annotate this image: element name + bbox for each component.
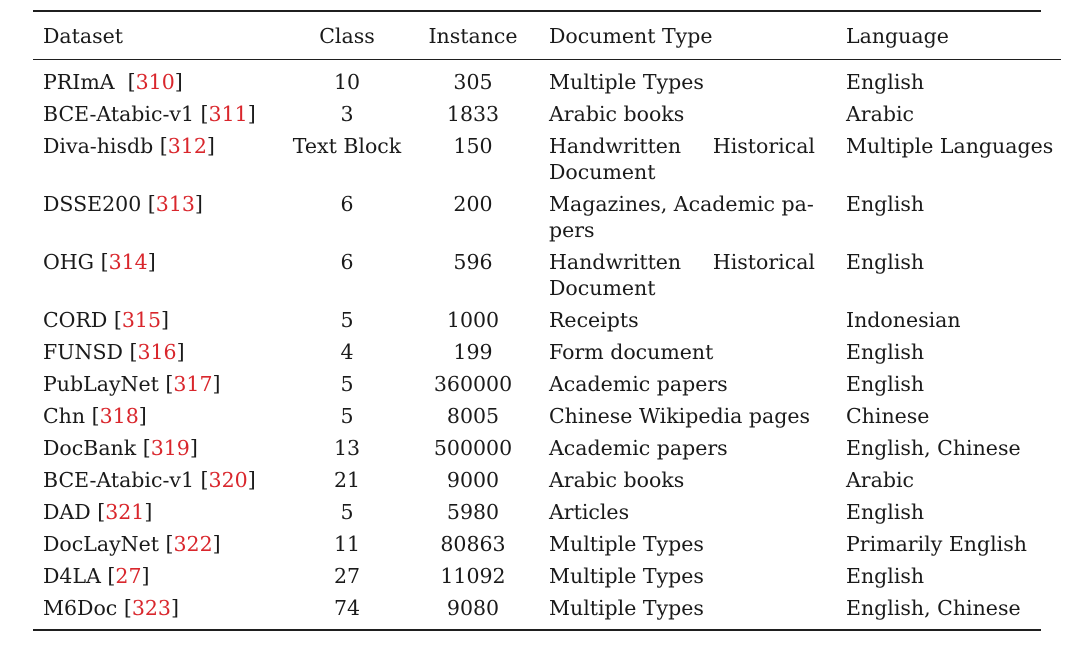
cell-instance: 5980 xyxy=(446,500,500,524)
dataset-name: DocLayNet xyxy=(43,532,159,556)
cell-dataset: DAD [321] xyxy=(43,500,153,524)
cell-dataset: BCE-Atabic-v1 [320] xyxy=(43,468,256,492)
document-type-line: Document xyxy=(549,160,656,184)
document-type-word: Handwritten xyxy=(549,134,682,158)
cell-document-type xyxy=(539,525,836,557)
document-type-line: Articles xyxy=(549,500,630,524)
table-row xyxy=(33,525,1061,557)
cell-language: English xyxy=(846,340,925,364)
header-row xyxy=(33,12,1061,60)
document-type-line xyxy=(549,133,815,159)
dataset-name: PubLayNet xyxy=(43,372,159,396)
cell-class: 3 xyxy=(340,102,354,126)
cell-class: 4 xyxy=(340,340,354,364)
cell-document-type xyxy=(539,127,836,185)
cell-instance: 150 xyxy=(453,134,493,158)
header-document-type: Document Type xyxy=(549,23,713,48)
citation-link[interactable]: 313 xyxy=(155,192,195,216)
cell-language: English xyxy=(846,500,925,524)
cell-instance: 305 xyxy=(453,70,493,94)
citation-link[interactable]: 323 xyxy=(131,596,171,620)
cell-dataset: FUNSD [316] xyxy=(43,340,185,364)
cell-document-type xyxy=(539,185,836,243)
citation-link[interactable]: 316 xyxy=(137,340,177,364)
table-row xyxy=(33,429,1061,461)
cell-class: 13 xyxy=(333,436,361,460)
citation-link[interactable]: 27 xyxy=(115,564,142,588)
document-type-line: Multiple Types xyxy=(549,532,704,556)
cell-class: 74 xyxy=(333,596,361,620)
dataset-name: M6Doc xyxy=(43,596,118,620)
cell-document-type xyxy=(539,301,836,333)
header-class: Class xyxy=(319,23,375,48)
cell-language: Multiple Languages xyxy=(846,134,1054,158)
dataset-name: FUNSD xyxy=(43,340,123,364)
cell-document-type xyxy=(539,60,836,95)
document-type-line: Receipts xyxy=(549,308,639,332)
document-type-line: pers xyxy=(549,218,595,242)
document-type-line: Arabic books xyxy=(549,468,685,492)
cell-language: Indonesian xyxy=(846,308,961,332)
cell-class: Text Block xyxy=(292,134,402,158)
cell-instance: 9080 xyxy=(446,596,500,620)
cell-class: 6 xyxy=(340,250,354,274)
cell-language: Chinese xyxy=(846,404,930,428)
cell-document-type xyxy=(539,333,836,365)
citation-link[interactable]: 318 xyxy=(99,404,139,428)
cell-document-type xyxy=(539,429,836,461)
dataset-name: Diva-hisdb xyxy=(43,134,154,158)
table-row xyxy=(33,185,1061,243)
cell-language: English, Chinese xyxy=(846,596,1021,620)
dataset-name: DocBank xyxy=(43,436,137,460)
cell-dataset: OHG [314] xyxy=(43,250,156,274)
cell-document-type xyxy=(539,557,836,589)
cell-dataset: DocBank [319] xyxy=(43,436,198,460)
header-instance: Instance xyxy=(428,23,518,48)
citation-link[interactable]: 315 xyxy=(121,308,162,332)
table-row xyxy=(33,333,1061,365)
cell-document-type xyxy=(539,365,836,397)
cell-instance: 200 xyxy=(453,192,493,216)
cell-instance: 9000 xyxy=(446,468,500,492)
cell-dataset: Diva-hisdb [312] xyxy=(43,134,215,158)
cell-class: 27 xyxy=(333,564,361,588)
dataset-name: BCE-Atabic-v1 xyxy=(43,468,195,492)
dataset-name: BCE-Atabic-v1 xyxy=(43,102,195,126)
document-type-line: Multiple Types xyxy=(549,564,704,588)
table-row xyxy=(33,95,1061,127)
dataset-table xyxy=(33,12,1061,629)
cell-instance: 199 xyxy=(453,340,493,364)
document-type-line: Academic papers xyxy=(549,372,728,396)
citation-link[interactable]: 310 xyxy=(135,70,175,94)
cell-class: 5 xyxy=(340,500,354,524)
cell-document-type xyxy=(539,243,836,301)
table-bottom-rule xyxy=(33,629,1041,631)
cell-class: 5 xyxy=(340,404,354,428)
cell-language: English xyxy=(846,564,925,588)
table-row xyxy=(33,461,1061,493)
table-row xyxy=(33,301,1061,333)
dataset-name: D4LA xyxy=(43,564,101,588)
cell-dataset: D4LA [27] xyxy=(43,564,150,588)
citation-link[interactable]: 314 xyxy=(108,250,148,274)
cell-instance: 500000 xyxy=(433,436,513,460)
table-row xyxy=(33,557,1061,589)
document-type-word: Handwritten xyxy=(549,250,682,274)
cell-class: 5 xyxy=(340,372,354,396)
table-row xyxy=(33,127,1061,185)
table-row xyxy=(33,589,1061,629)
cell-dataset: DSSE200 [313] xyxy=(43,192,203,216)
dataset-name: OHG xyxy=(43,250,95,274)
cell-dataset: CORD [315] xyxy=(43,308,170,332)
cell-instance: 80863 xyxy=(440,532,506,556)
document-type-line xyxy=(549,249,815,275)
cell-language: Arabic xyxy=(846,102,914,126)
cell-dataset: BCE-Atabic-v1 [311] xyxy=(43,102,256,126)
cell-language: Primarily English xyxy=(846,532,1027,556)
dataset-table-container xyxy=(33,10,1054,631)
document-type-line: Magazines, Academic pa- xyxy=(549,192,814,216)
cell-language: English xyxy=(846,372,925,396)
cell-instance: 11092 xyxy=(440,564,506,588)
citation-link[interactable]: 321 xyxy=(105,500,145,524)
cell-document-type xyxy=(539,397,836,429)
cell-instance: 360000 xyxy=(433,372,513,396)
cell-language: Arabic xyxy=(846,468,914,492)
cell-document-type xyxy=(539,461,836,493)
table-header xyxy=(33,12,1061,60)
cell-instance: 1833 xyxy=(446,102,500,126)
citation-link[interactable]: 312 xyxy=(167,134,207,158)
cell-document-type xyxy=(539,493,836,525)
cell-language: English, Chinese xyxy=(846,436,1021,460)
cell-class: 5 xyxy=(340,308,354,332)
cell-instance: 8005 xyxy=(446,404,500,428)
table-row xyxy=(33,397,1061,429)
document-type-word: Historical xyxy=(712,134,815,158)
citation-link[interactable]: 311 xyxy=(208,102,248,126)
citation-link[interactable]: 320 xyxy=(208,468,248,492)
cell-document-type xyxy=(539,589,836,629)
dataset-name: CORD xyxy=(43,308,108,332)
cell-instance: 1000 xyxy=(446,308,500,332)
citation-link[interactable]: 322 xyxy=(173,532,213,556)
cell-language: English xyxy=(846,250,925,274)
table-row xyxy=(33,60,1061,95)
cell-class: 21 xyxy=(333,468,361,492)
table-row xyxy=(33,493,1061,525)
cell-dataset: M6Doc [323] xyxy=(43,596,179,620)
document-type-line: Document xyxy=(549,276,656,300)
citation-link[interactable]: 319 xyxy=(150,436,190,460)
document-type-line: Form document xyxy=(549,340,714,364)
cell-dataset: DocLayNet [322] xyxy=(43,532,221,556)
cell-document-type xyxy=(539,95,836,127)
document-type-line: Academic papers xyxy=(549,436,728,460)
cell-class: 11 xyxy=(333,532,361,556)
table-row xyxy=(33,243,1061,301)
dataset-name: PRImA xyxy=(43,70,115,94)
table-row xyxy=(33,365,1061,397)
document-type-word: Historical xyxy=(712,250,815,274)
cell-language: English xyxy=(846,70,925,94)
dataset-name: DAD xyxy=(43,500,91,524)
cell-instance: 596 xyxy=(453,250,493,274)
cell-language: English xyxy=(846,192,925,216)
header-dataset: Dataset xyxy=(43,23,124,48)
citation-link[interactable]: 317 xyxy=(173,372,213,396)
document-type-line: Multiple Types xyxy=(549,596,704,620)
cell-class: 6 xyxy=(340,192,354,216)
document-type-line: Chinese Wikipedia pages xyxy=(549,404,810,428)
cell-dataset: Chn [318] xyxy=(43,404,147,428)
table-body xyxy=(33,60,1061,630)
document-type-line: Arabic books xyxy=(549,102,685,126)
dataset-name: DSSE200 xyxy=(43,192,142,216)
document-type-line: Multiple Types xyxy=(549,70,704,94)
cell-dataset: PRImA [310] xyxy=(43,70,183,94)
header-language: Language xyxy=(846,23,949,48)
cell-dataset: PubLayNet [317] xyxy=(43,372,221,396)
dataset-name: Chn xyxy=(43,404,86,428)
cell-class: 10 xyxy=(333,70,361,94)
